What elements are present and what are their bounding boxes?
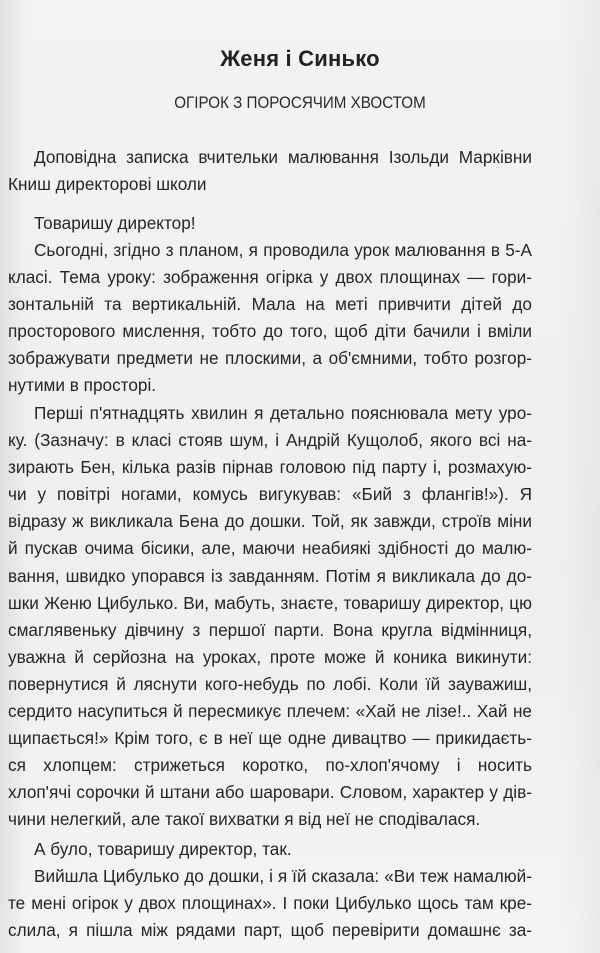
text-line: Вийшла Цибулько до дошки, і я їй сказала: «Ви теж намалюй- [34, 866, 532, 886]
text-line: чини нелегкий, але такої вихватки я від неї не сподівалася. [8, 809, 481, 830]
text-line: чи у повітрі ногами, комусь вигукував: «Бий з флангів!»). Я [8, 484, 532, 505]
text-line: класі. Тема уроку: зображення огірка у двох площинах — гори- [8, 267, 532, 288]
body-paragraph [8, 863, 532, 944]
text-line: Сьогодні, згідно з планом, я проводила урок малювання в 5-А [34, 240, 532, 260]
text-line: смаглявеньку дівчину з першої парти. Вона кругла відмінниця, [8, 619, 532, 640]
text-line: й пускав очима бісики, але, маючи неабиякі здібності до малю- [8, 538, 532, 559]
body-paragraph [8, 237, 532, 400]
text-line: Перші п'ятнадцять хвилин я детально пояснювала мету уро- [34, 403, 532, 423]
text-line: А було, товаришу директор, так. [34, 839, 292, 859]
text-line: ся хлопцем: стрижеться коротко, по-хлоп'ячому і носить [8, 755, 532, 776]
text-line: шки Женю Цибулько. Ви, мабуть, знаєте, товаришу директор, цю [8, 592, 532, 613]
text-line: повернутися й ляснути кого-небудь по лобі. Коли їй зауважиш, [8, 673, 532, 694]
text-line: слила, я пішла між рядами парт, щоб перевірити домашнє за- [8, 920, 532, 941]
section-subtitle: ОГІРОК З ПОРОСЯЧИМ ХВОСТОМ [174, 94, 426, 112]
text-line: Товаришу директор! [34, 213, 196, 233]
text-line: Книш директорові школи [8, 174, 207, 195]
text-line: Доповідна записка вчительки малювання Ізольди Марківни [34, 147, 532, 167]
text-line: зонтальній та вертикальній. Мала на меті привчити дітей до [8, 294, 532, 315]
text-line: ку. (Зазначу: в класі стояв шум, і Андрій Кущолоб, якого всі на- [8, 430, 532, 451]
text-line: щипається!» Крім того, є в неї ще одне дивацтво — прикидаєть- [8, 728, 532, 749]
text-line: сердито насупиться й пересмикує плечем: «Хай не лізе!.. Хай не [8, 701, 532, 722]
text-line: зображувати предмети не плоскими, а об'ємними, тобто розгор- [8, 348, 532, 369]
text-line: хлоп'ячі сорочки й штани або шаровари. Словом, характер у дів- [8, 782, 532, 803]
text-line: уважна й серйозна на уроках, проте може й коника викинути: [8, 646, 532, 667]
text-line: нутими в просторі. [8, 375, 157, 396]
text-line: просторового мислення, тобто до того, щоб діти бачили і вміли [8, 321, 532, 342]
body-paragraph [8, 400, 532, 834]
text-line: відразу ж викликала Бена до дошки. Той, як завжди, строїв міни [8, 511, 532, 532]
text-line: те мені огірок у двох площинах». І поки Цибулько щось там кре- [8, 893, 532, 914]
text-line: зирають Бен, кілька разів пірнав головою під парту і, розмахую- [8, 457, 532, 478]
salutation-paragraph [8, 210, 532, 237]
chapter-title: Женя і Синько [220, 46, 380, 71]
body-paragraph-short [8, 836, 532, 863]
text-line: вання, швидко упорався із завданням. Потім я викликала до до- [8, 565, 532, 586]
memo-heading-paragraph [8, 144, 532, 198]
